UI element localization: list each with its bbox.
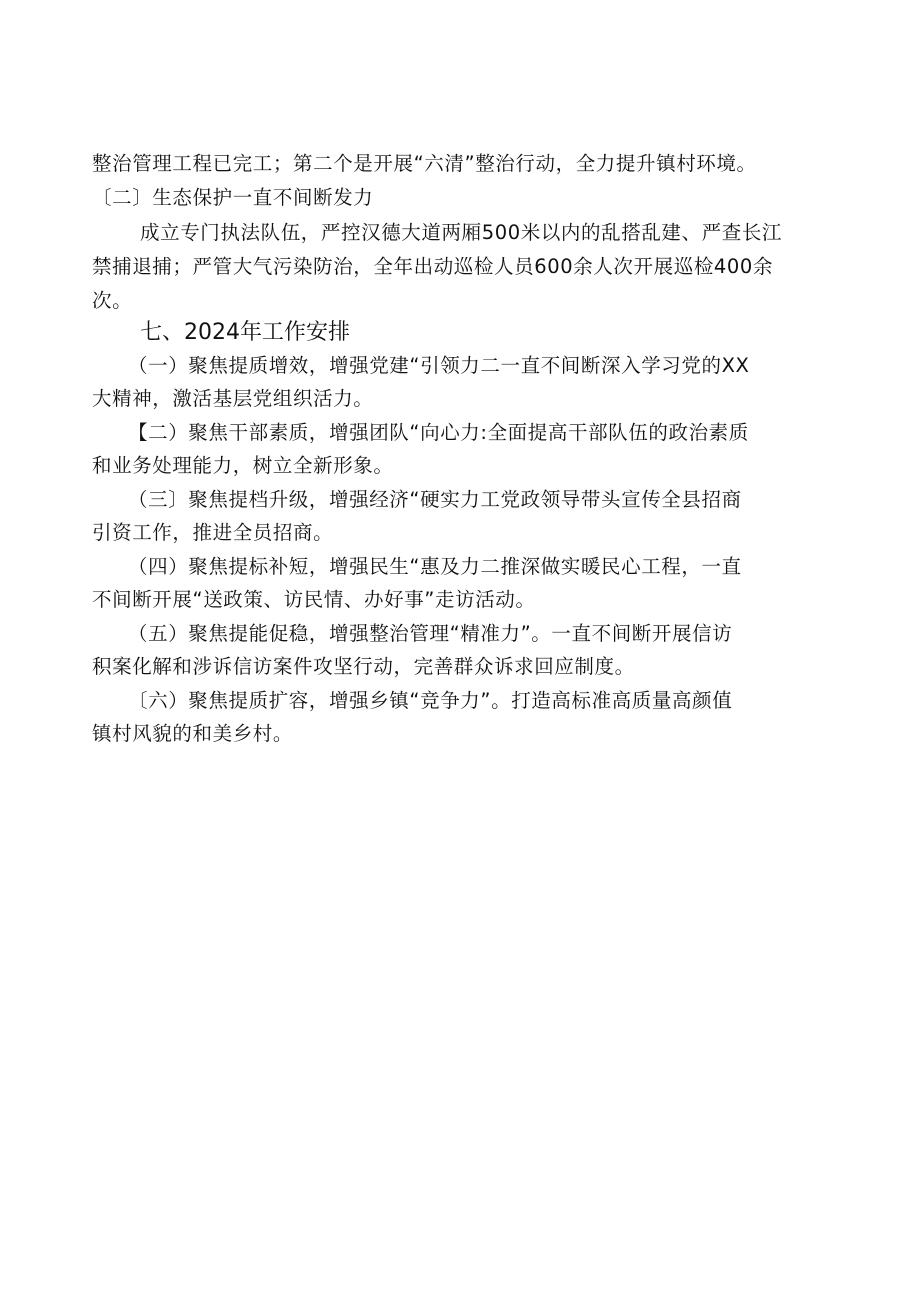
plan-item-6-line-2: 镇村风貌的和美乡村。 bbox=[92, 722, 294, 745]
plan-item-6-line-1: 〔六）聚焦提质扩容，增强乡镇“竞争力”。打造高标准高质量高颜值 bbox=[128, 689, 733, 712]
plan-item-3-line-2: 引资工作，推进全员招商。 bbox=[92, 521, 334, 544]
plan-item-1-line-1: （一）聚焦提质增效，增强党建“引领力二一直不间断深入学习党的XX bbox=[128, 354, 750, 377]
paragraph-line-4: 禁捕退捕；严管大气污染防治，全年出动巡检人员600余人次开展巡检400余 bbox=[92, 255, 774, 278]
plan-item-2-line-1: 【二）聚焦干部素质，增强团队“向心力:全面提高干部队伍的政治素质 bbox=[128, 421, 749, 444]
plan-item-5-line-1: （五）聚焦提能促稳，增强整治管理“精准力”。一直不间断开展信访 bbox=[128, 622, 733, 645]
paragraph-line-5: 次。 bbox=[92, 289, 133, 312]
plan-item-1-line-2: 大精神，激活基层党组织活力。 bbox=[92, 387, 374, 410]
plan-item-3-line-1: （三〕聚焦提档升级，增强经济“硬实力工党政领导带头宣传全县招商 bbox=[128, 488, 742, 511]
paragraph-line-1: 整治管理工程已完工；第二个是开展“六清”整治行动，全力提升镇村环境。 bbox=[92, 152, 757, 175]
paragraph-line-3: 成立专门执法队伍，严控汉德大道两厢500米以内的乱搭乱建、严查长江 bbox=[140, 221, 783, 244]
subheading-ecology: 〔二〕生态保护一直不间断发力 bbox=[92, 186, 374, 209]
plan-item-5-line-2: 积案化解和涉诉信访案件攻坚行动，完善群众诉求回应制度。 bbox=[92, 655, 635, 678]
plan-item-4-line-2: 不间断开展“送政策、访民情、办好事”走访活动。 bbox=[92, 588, 536, 611]
plan-item-4-line-1: （四）聚焦提标补短，增强民生“惠及力二推深做实暖民心工程，一直 bbox=[128, 555, 742, 578]
section-heading-2024-plan: 七、2024年工作安排 bbox=[140, 320, 350, 345]
plan-item-2-line-2: 和业务处理能力，树立全新形象。 bbox=[92, 454, 394, 477]
